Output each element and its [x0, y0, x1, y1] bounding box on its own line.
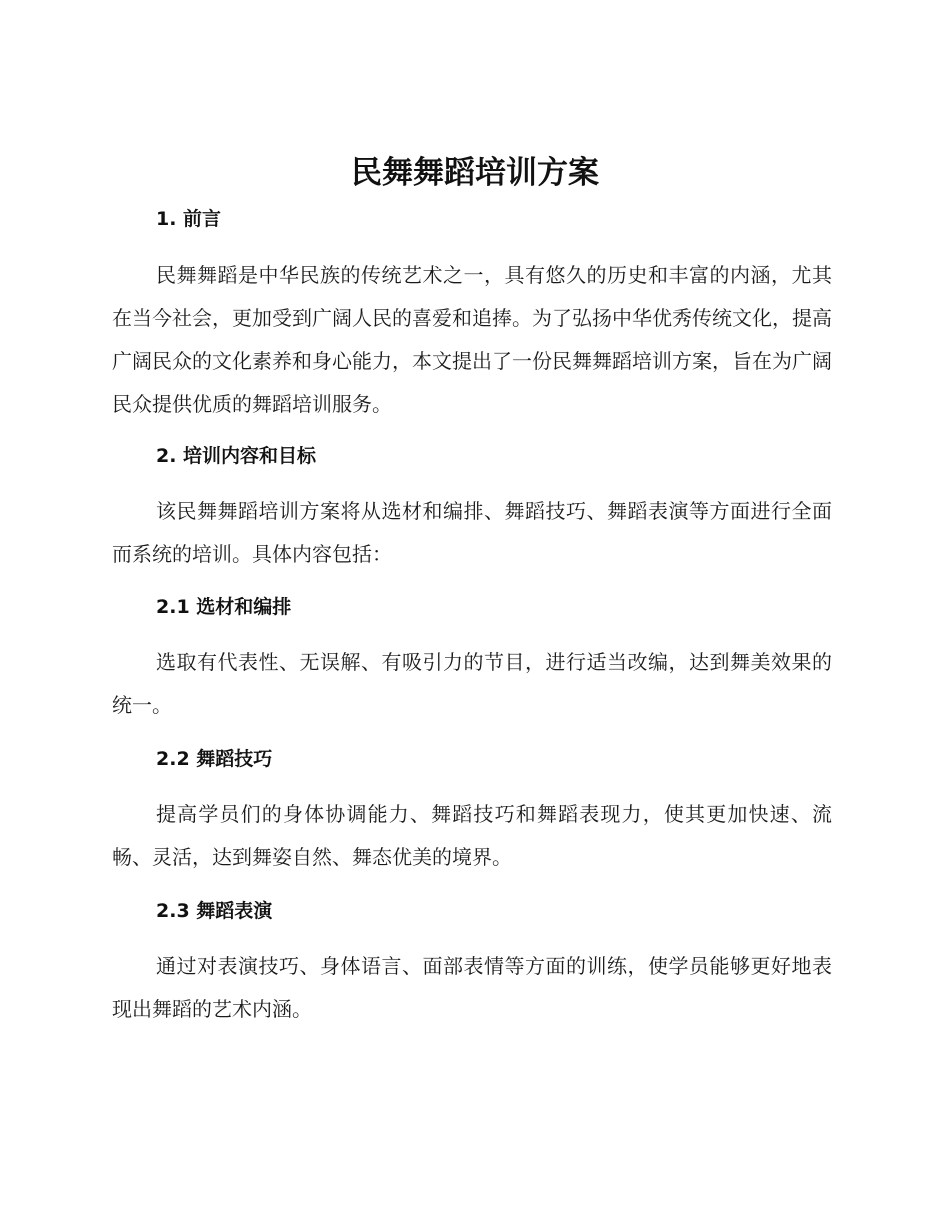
document-title: 民舞舞蹈培训方案 — [351, 155, 599, 191]
section-paragraph-selection: 选取有代表性、无误解、有吸引力的节目，进行适当改编，达到舞美效果的统一。 — [112, 650, 832, 717]
section-paragraph-technique: 提高学员们的身体协调能力、舞蹈技巧和舞蹈表现力，使其更加快速、流畅、灵活，达到舞姿自然、舞态优美的境界。 — [112, 802, 832, 869]
section-heading-technique: 2.2 舞蹈技巧 — [156, 748, 273, 770]
section-paragraph-preface: 民舞舞蹈是中华民族的传统艺术之一，具有悠久的历史和丰富的内涵，尤其在当今社会，更加受到广阔人民的喜爱和追捧。为了弘扬中华优秀传统文化，提高广阔民众的文化素养和身心能力，本文提出了一份民舞舞蹈培训方案，旨在为广阔民众提供优质的舞蹈培训服务。 — [112, 263, 832, 416]
section-heading-content-goals: 2. 培训内容和目标 — [156, 445, 317, 467]
section-heading-preface: 1. 前言 — [156, 208, 222, 230]
section-paragraph-content-goals: 该民舞舞蹈培训方案将从选材和编排、舞蹈技巧、舞蹈表演等方面进行全面而系统的培训。具体内容包括： — [112, 499, 832, 566]
section-heading-performance: 2.3 舞蹈表演 — [156, 900, 273, 922]
section-heading-selection: 2.1 选材和编排 — [156, 596, 292, 618]
section-paragraph-performance: 通过对表演技巧、身体语言、面部表情等方面的训练，使学员能够更好地表现出舞蹈的艺术内涵。 — [112, 954, 832, 1021]
